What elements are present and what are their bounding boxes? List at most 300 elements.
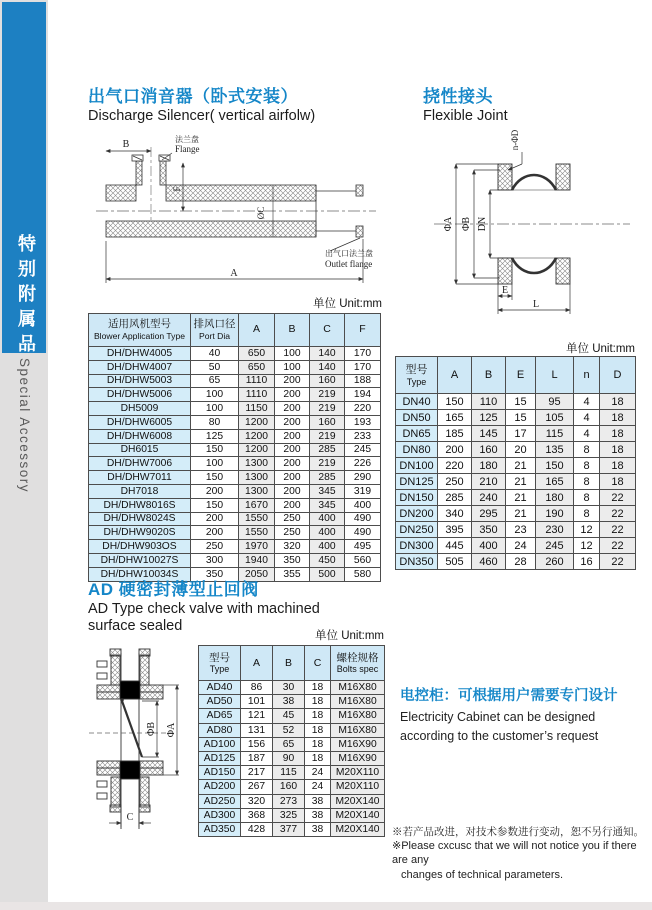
table-cell: 18: [305, 709, 331, 723]
table-cell: 260: [536, 554, 574, 570]
table-cell: 4: [574, 410, 600, 426]
flexible-joint-drawing: [420, 126, 642, 326]
table-cell: 22: [600, 490, 636, 506]
table-cell: 18: [305, 751, 331, 765]
dim-phi-b-label: ΦB: [146, 722, 157, 736]
table-cell: 38: [305, 794, 331, 808]
table-cell: 45: [273, 709, 305, 723]
table-cell: 22: [600, 538, 636, 554]
table-row: [89, 415, 381, 429]
ad-valve-body: [89, 649, 173, 829]
header-cell: A: [438, 357, 472, 394]
table-row: [396, 426, 636, 442]
table-cell: 38: [305, 822, 331, 836]
table-cell: 18: [305, 681, 331, 695]
header-cell: C: [310, 314, 345, 347]
table-row: [199, 709, 385, 723]
table-cell: 18: [600, 474, 636, 490]
table-cell: 160: [472, 442, 506, 458]
table-cell: 325: [273, 808, 305, 822]
unit-label: 单位 Unit:mm: [315, 630, 384, 642]
table-cell: DN200: [396, 506, 438, 522]
table-cell: DH5009: [89, 402, 191, 416]
table-cell: 320: [275, 540, 310, 554]
table-cell: 400: [345, 498, 381, 512]
table-cell: 650: [239, 347, 275, 361]
table-cell: 165: [438, 410, 472, 426]
table-cell: 170: [345, 360, 381, 374]
table-cell: 245: [345, 443, 381, 457]
table-cell: 150: [536, 458, 574, 474]
table-cell: 115: [536, 426, 574, 442]
header-row: [396, 357, 636, 394]
table-cell: 495: [345, 540, 381, 554]
table-cell: DH/DHW10034S: [89, 567, 191, 581]
table-cell: 290: [345, 471, 381, 485]
ad-title-en: AD Type check valve with machined surface sealed: [88, 601, 320, 635]
table-cell: DH/DHW7006: [89, 457, 191, 471]
table-cell: 1550: [239, 526, 275, 540]
table-row: [89, 484, 381, 498]
table-cell: DH/DHW6005: [89, 415, 191, 429]
table-cell: 12: [574, 538, 600, 554]
header-cell: L: [536, 357, 574, 394]
table-cell: DH/DHW4007: [89, 360, 191, 374]
dim-f-label: F: [172, 186, 182, 192]
table-cell: 490: [345, 526, 381, 540]
table-cell: 22: [600, 522, 636, 538]
table-cell: 2050: [239, 567, 275, 581]
silencer-title-en: Discharge Silencer( vertical airfolw): [88, 108, 316, 124]
table-cell: DN350: [396, 554, 438, 570]
table-cell: 285: [310, 471, 345, 485]
header-cell: A: [241, 646, 273, 681]
table-cell: 18: [305, 737, 331, 751]
table-cell: 12: [574, 522, 600, 538]
table-row: [89, 429, 381, 443]
table-cell: M16X80: [331, 709, 385, 723]
table-cell: 22: [600, 506, 636, 522]
dim-e-label: E: [501, 285, 509, 296]
table-cell: 125: [472, 410, 506, 426]
table-cell: 100: [275, 360, 310, 374]
table-cell: 140: [310, 360, 345, 374]
flange-label-en: Flange: [175, 144, 200, 154]
table-row: [396, 506, 636, 522]
table-cell: AD50: [199, 695, 241, 709]
table-cell: 560: [345, 553, 381, 567]
table-cell: DN100: [396, 458, 438, 474]
table-cell: 150: [191, 471, 239, 485]
table-row: [199, 681, 385, 695]
table-cell: 180: [536, 490, 574, 506]
table-row: [199, 723, 385, 737]
table-cell: 295: [472, 506, 506, 522]
header-cell: D: [600, 357, 636, 394]
table-row: [89, 471, 381, 485]
table-cell: 250: [275, 526, 310, 540]
table-cell: 121: [241, 709, 273, 723]
table-cell: 400: [310, 512, 345, 526]
ad-valve-table: [198, 645, 385, 837]
sidebar-category-en: Special Accessory: [17, 358, 32, 494]
table-cell: DN125: [396, 474, 438, 490]
table-cell: 150: [191, 443, 239, 457]
table-cell: DH/DHW8016S: [89, 498, 191, 512]
unit-label: 单位 Unit:mm: [313, 298, 382, 310]
table-cell: 170: [345, 347, 381, 361]
table-cell: 340: [438, 506, 472, 522]
table-cell: 505: [438, 554, 472, 570]
table-row: [89, 347, 381, 361]
table-cell: 131: [241, 723, 273, 737]
table-cell: 52: [273, 723, 305, 737]
silencer-table: [88, 313, 381, 582]
table-cell: 1110: [239, 374, 275, 388]
table-cell: M16X80: [331, 681, 385, 695]
table-cell: 160: [273, 780, 305, 794]
table-cell: 226: [345, 457, 381, 471]
table-cell: 100: [191, 388, 239, 402]
table-cell: 1300: [239, 471, 275, 485]
dim-c-label: ØC: [256, 206, 266, 220]
table-cell: AD100: [199, 737, 241, 751]
table-cell: M16X80: [331, 695, 385, 709]
table-cell: DH/DHW6008: [89, 429, 191, 443]
outlet-flange-label-cn: 出气口法兰盘: [325, 249, 373, 258]
header-row: [89, 314, 381, 347]
dim-l-label: L: [532, 299, 540, 310]
table-cell: 319: [345, 484, 381, 498]
table-cell: 350: [472, 522, 506, 538]
table-cell: 185: [438, 426, 472, 442]
table-cell: AD300: [199, 808, 241, 822]
table-row: [89, 498, 381, 512]
table-cell: 18: [600, 410, 636, 426]
table-cell: 21: [506, 490, 536, 506]
header-cell: E: [506, 357, 536, 394]
table-cell: 38: [273, 695, 305, 709]
table-row: [199, 822, 385, 836]
table-row: [89, 402, 381, 416]
ad-valve-drawing: [85, 645, 197, 837]
table-cell: 101: [241, 695, 273, 709]
table-cell: 160: [310, 415, 345, 429]
table-cell: 350: [191, 567, 239, 581]
flange-label-cn: 法兰盘: [175, 135, 199, 144]
table-cell: 18: [305, 695, 331, 709]
table-row: [396, 410, 636, 426]
table-cell: AD250: [199, 794, 241, 808]
table-cell: 156: [241, 737, 273, 751]
footnote-en-line1: ※Please cxcusc that we will not notice you if there are any: [392, 840, 637, 867]
table-cell: 460: [472, 554, 506, 570]
table-cell: 21: [506, 474, 536, 490]
header-cell: A: [239, 314, 275, 347]
footnotes: [392, 824, 647, 882]
table-cell: 8: [574, 442, 600, 458]
table-cell: 350: [275, 553, 310, 567]
table-cell: 395: [438, 522, 472, 538]
table-cell: 200: [275, 429, 310, 443]
table-cell: 650: [239, 360, 275, 374]
table-cell: 217: [241, 766, 273, 780]
table-cell: M20X140: [331, 808, 385, 822]
unit-label: 单位 Unit:mm: [566, 343, 635, 355]
table-cell: 38: [305, 808, 331, 822]
table-cell: 250: [438, 474, 472, 490]
table-cell: M20X140: [331, 794, 385, 808]
table-cell: DH/DHW9020S: [89, 526, 191, 540]
header-cell: B: [275, 314, 310, 347]
table-cell: 200: [275, 498, 310, 512]
outlet-flange-label-en: Outlet flange: [325, 259, 373, 269]
table-cell: 100: [275, 347, 310, 361]
table-cell: 230: [536, 522, 574, 538]
flexible-title-en: Flexible Joint: [423, 108, 508, 124]
table-cell: AD65: [199, 709, 241, 723]
table-cell: DN80: [396, 442, 438, 458]
table-cell: 200: [275, 374, 310, 388]
table-cell: 18: [305, 723, 331, 737]
table-cell: 1150: [239, 402, 275, 416]
table-cell: 285: [310, 443, 345, 457]
table-cell: 18: [600, 458, 636, 474]
table-cell: 15: [506, 394, 536, 410]
table-row: [396, 458, 636, 474]
table-row: [396, 442, 636, 458]
table-row: [89, 553, 381, 567]
header-cell: 排风口径 Port Dia: [191, 314, 239, 347]
table-row: [89, 374, 381, 388]
table-cell: DH/DHW903OS: [89, 540, 191, 554]
dim-c-label: C: [126, 812, 134, 823]
table-cell: 20: [506, 442, 536, 458]
table-cell: 219: [310, 457, 345, 471]
table-cell: 1550: [239, 512, 275, 526]
table-cell: 220: [438, 458, 472, 474]
table-cell: 219: [310, 388, 345, 402]
table-cell: 1200: [239, 443, 275, 457]
table-cell: 400: [310, 540, 345, 554]
table-cell: 21: [506, 506, 536, 522]
table-cell: M16X80: [331, 723, 385, 737]
flexible-section-title: [423, 82, 508, 125]
table-row: [89, 540, 381, 554]
table-cell: 21: [506, 458, 536, 474]
table-cell: 220: [345, 402, 381, 416]
table-cell: 200: [438, 442, 472, 458]
table-cell: 100: [191, 457, 239, 471]
flexible-joint-dimensions: [456, 152, 570, 314]
silencer-body: [96, 147, 376, 237]
table-cell: DN150: [396, 490, 438, 506]
table-row: [396, 490, 636, 506]
table-cell: 194: [345, 388, 381, 402]
table-cell: 580: [345, 567, 381, 581]
table-cell: AD40: [199, 681, 241, 695]
table-cell: AD125: [199, 751, 241, 765]
table-cell: 28: [506, 554, 536, 570]
table-cell: 210: [472, 474, 506, 490]
table-cell: AD150: [199, 766, 241, 780]
sidebar-category-cn: 特别附属品: [16, 234, 36, 359]
table-row: [396, 538, 636, 554]
ad-section-title: [88, 575, 353, 636]
table-cell: 187: [241, 751, 273, 765]
table-cell: 24: [305, 780, 331, 794]
table-cell: 245: [536, 538, 574, 554]
table-cell: 400: [472, 538, 506, 554]
table-row: [199, 794, 385, 808]
header-cell: C: [305, 646, 331, 681]
dim-a-label: A: [230, 268, 238, 279]
table-row: [89, 443, 381, 457]
table-cell: 15: [506, 410, 536, 426]
table-cell: 200: [191, 484, 239, 498]
table-row: [89, 360, 381, 374]
table-cell: 145: [472, 426, 506, 442]
header-row: [199, 646, 385, 681]
table-row: [199, 695, 385, 709]
table-cell: 90: [273, 751, 305, 765]
table-cell: 16: [574, 554, 600, 570]
header-cell: B: [273, 646, 305, 681]
table-cell: DN300: [396, 538, 438, 554]
table-cell: DH/DHW10027S: [89, 553, 191, 567]
table-row: [396, 554, 636, 570]
footnote-en-line2: changes of technical parameters.: [401, 868, 564, 881]
table-cell: 1940: [239, 553, 275, 567]
header-cell: 适用风机型号 Blower Application Type: [89, 314, 191, 347]
table-cell: 200: [191, 526, 239, 540]
table-cell: 200: [275, 415, 310, 429]
table-cell: 250: [191, 540, 239, 554]
table-cell: 160: [310, 374, 345, 388]
table-cell: 86: [241, 681, 273, 695]
table-cell: DH/DHW5003: [89, 374, 191, 388]
table-cell: 8: [574, 458, 600, 474]
table-cell: 135: [536, 442, 574, 458]
table-row: [89, 512, 381, 526]
table-cell: 273: [273, 794, 305, 808]
table-cell: 1670: [239, 498, 275, 512]
table-cell: 8: [574, 474, 600, 490]
table-row: [396, 474, 636, 490]
table-row: [396, 522, 636, 538]
table-cell: 300: [191, 553, 239, 567]
table-row: [89, 457, 381, 471]
table-cell: 200: [275, 457, 310, 471]
table-row: [199, 766, 385, 780]
table-cell: M20X110: [331, 766, 385, 780]
table-cell: 23: [506, 522, 536, 538]
table-cell: M16X90: [331, 737, 385, 751]
table-row: [396, 394, 636, 410]
table-cell: M16X90: [331, 751, 385, 765]
flexible-title-cn: 挠性接头: [423, 87, 493, 106]
table-cell: 150: [438, 394, 472, 410]
table-cell: DH/DHW4005: [89, 347, 191, 361]
ad-title-cn: AD 硬密封薄型止回阀: [88, 580, 259, 599]
header-cell: 螺栓规格 Bolts spec: [331, 646, 385, 681]
table-row: [89, 388, 381, 402]
table-row: [199, 737, 385, 751]
silencer-section-title: [88, 82, 315, 125]
table-cell: 17: [506, 426, 536, 442]
table-cell: 200: [191, 512, 239, 526]
table-cell: 320: [241, 794, 273, 808]
table-cell: 345: [310, 498, 345, 512]
dim-nd-label: n-ΦD: [510, 129, 520, 151]
table-cell: 150: [191, 498, 239, 512]
table-cell: 445: [438, 538, 472, 554]
table-cell: 65: [191, 374, 239, 388]
table-cell: 490: [345, 512, 381, 526]
flexible-joint-table: [395, 356, 636, 570]
table-cell: 377: [273, 822, 305, 836]
table-cell: DN50: [396, 410, 438, 426]
table-cell: 180: [472, 458, 506, 474]
table-cell: DH/DHW5006: [89, 388, 191, 402]
table-cell: DH/DHW7011: [89, 471, 191, 485]
table-cell: 8: [574, 506, 600, 522]
table-cell: 165: [536, 474, 574, 490]
table-cell: 65: [273, 737, 305, 751]
table-cell: 110: [472, 394, 506, 410]
table-cell: 1300: [239, 484, 275, 498]
table-row: [199, 751, 385, 765]
table-cell: 428: [241, 822, 273, 836]
table-cell: M20X110: [331, 780, 385, 794]
table-cell: 125: [191, 429, 239, 443]
table-cell: DH/DHW8024S: [89, 512, 191, 526]
dim-phi-a-label: ΦA: [443, 216, 454, 232]
table-cell: 22: [600, 554, 636, 570]
header-cell: n: [574, 357, 600, 394]
table-cell: DN40: [396, 394, 438, 410]
table-cell: 200: [275, 443, 310, 457]
table-cell: 18: [600, 394, 636, 410]
header-cell: B: [472, 357, 506, 394]
table-cell: 18: [600, 426, 636, 442]
dim-b-label: B: [122, 139, 130, 150]
dim-phi-b-label: ΦB: [461, 217, 472, 231]
table-cell: 40: [191, 347, 239, 361]
silencer-drawing: [88, 133, 380, 293]
table-cell: DN250: [396, 522, 438, 538]
table-cell: 233: [345, 429, 381, 443]
table-cell: 8: [574, 490, 600, 506]
table-cell: 368: [241, 808, 273, 822]
table-cell: 250: [275, 512, 310, 526]
table-cell: DH6015: [89, 443, 191, 457]
table-cell: AD200: [199, 780, 241, 794]
header-cell: 型号 Type: [199, 646, 241, 681]
table-cell: 30: [273, 681, 305, 695]
table-cell: 400: [310, 526, 345, 540]
table-cell: 200: [275, 388, 310, 402]
table-cell: 18: [600, 442, 636, 458]
table-cell: 95: [536, 394, 574, 410]
table-cell: 500: [310, 567, 345, 581]
table-cell: 219: [310, 402, 345, 416]
cabinet-en-line1: Electricity Cabinet can be designed: [400, 710, 596, 724]
cabinet-title-cn: 电控柜：可根据用户需要专门设计: [400, 688, 618, 704]
table-cell: 200: [275, 471, 310, 485]
table-cell: 4: [574, 394, 600, 410]
table-cell: 105: [536, 410, 574, 426]
